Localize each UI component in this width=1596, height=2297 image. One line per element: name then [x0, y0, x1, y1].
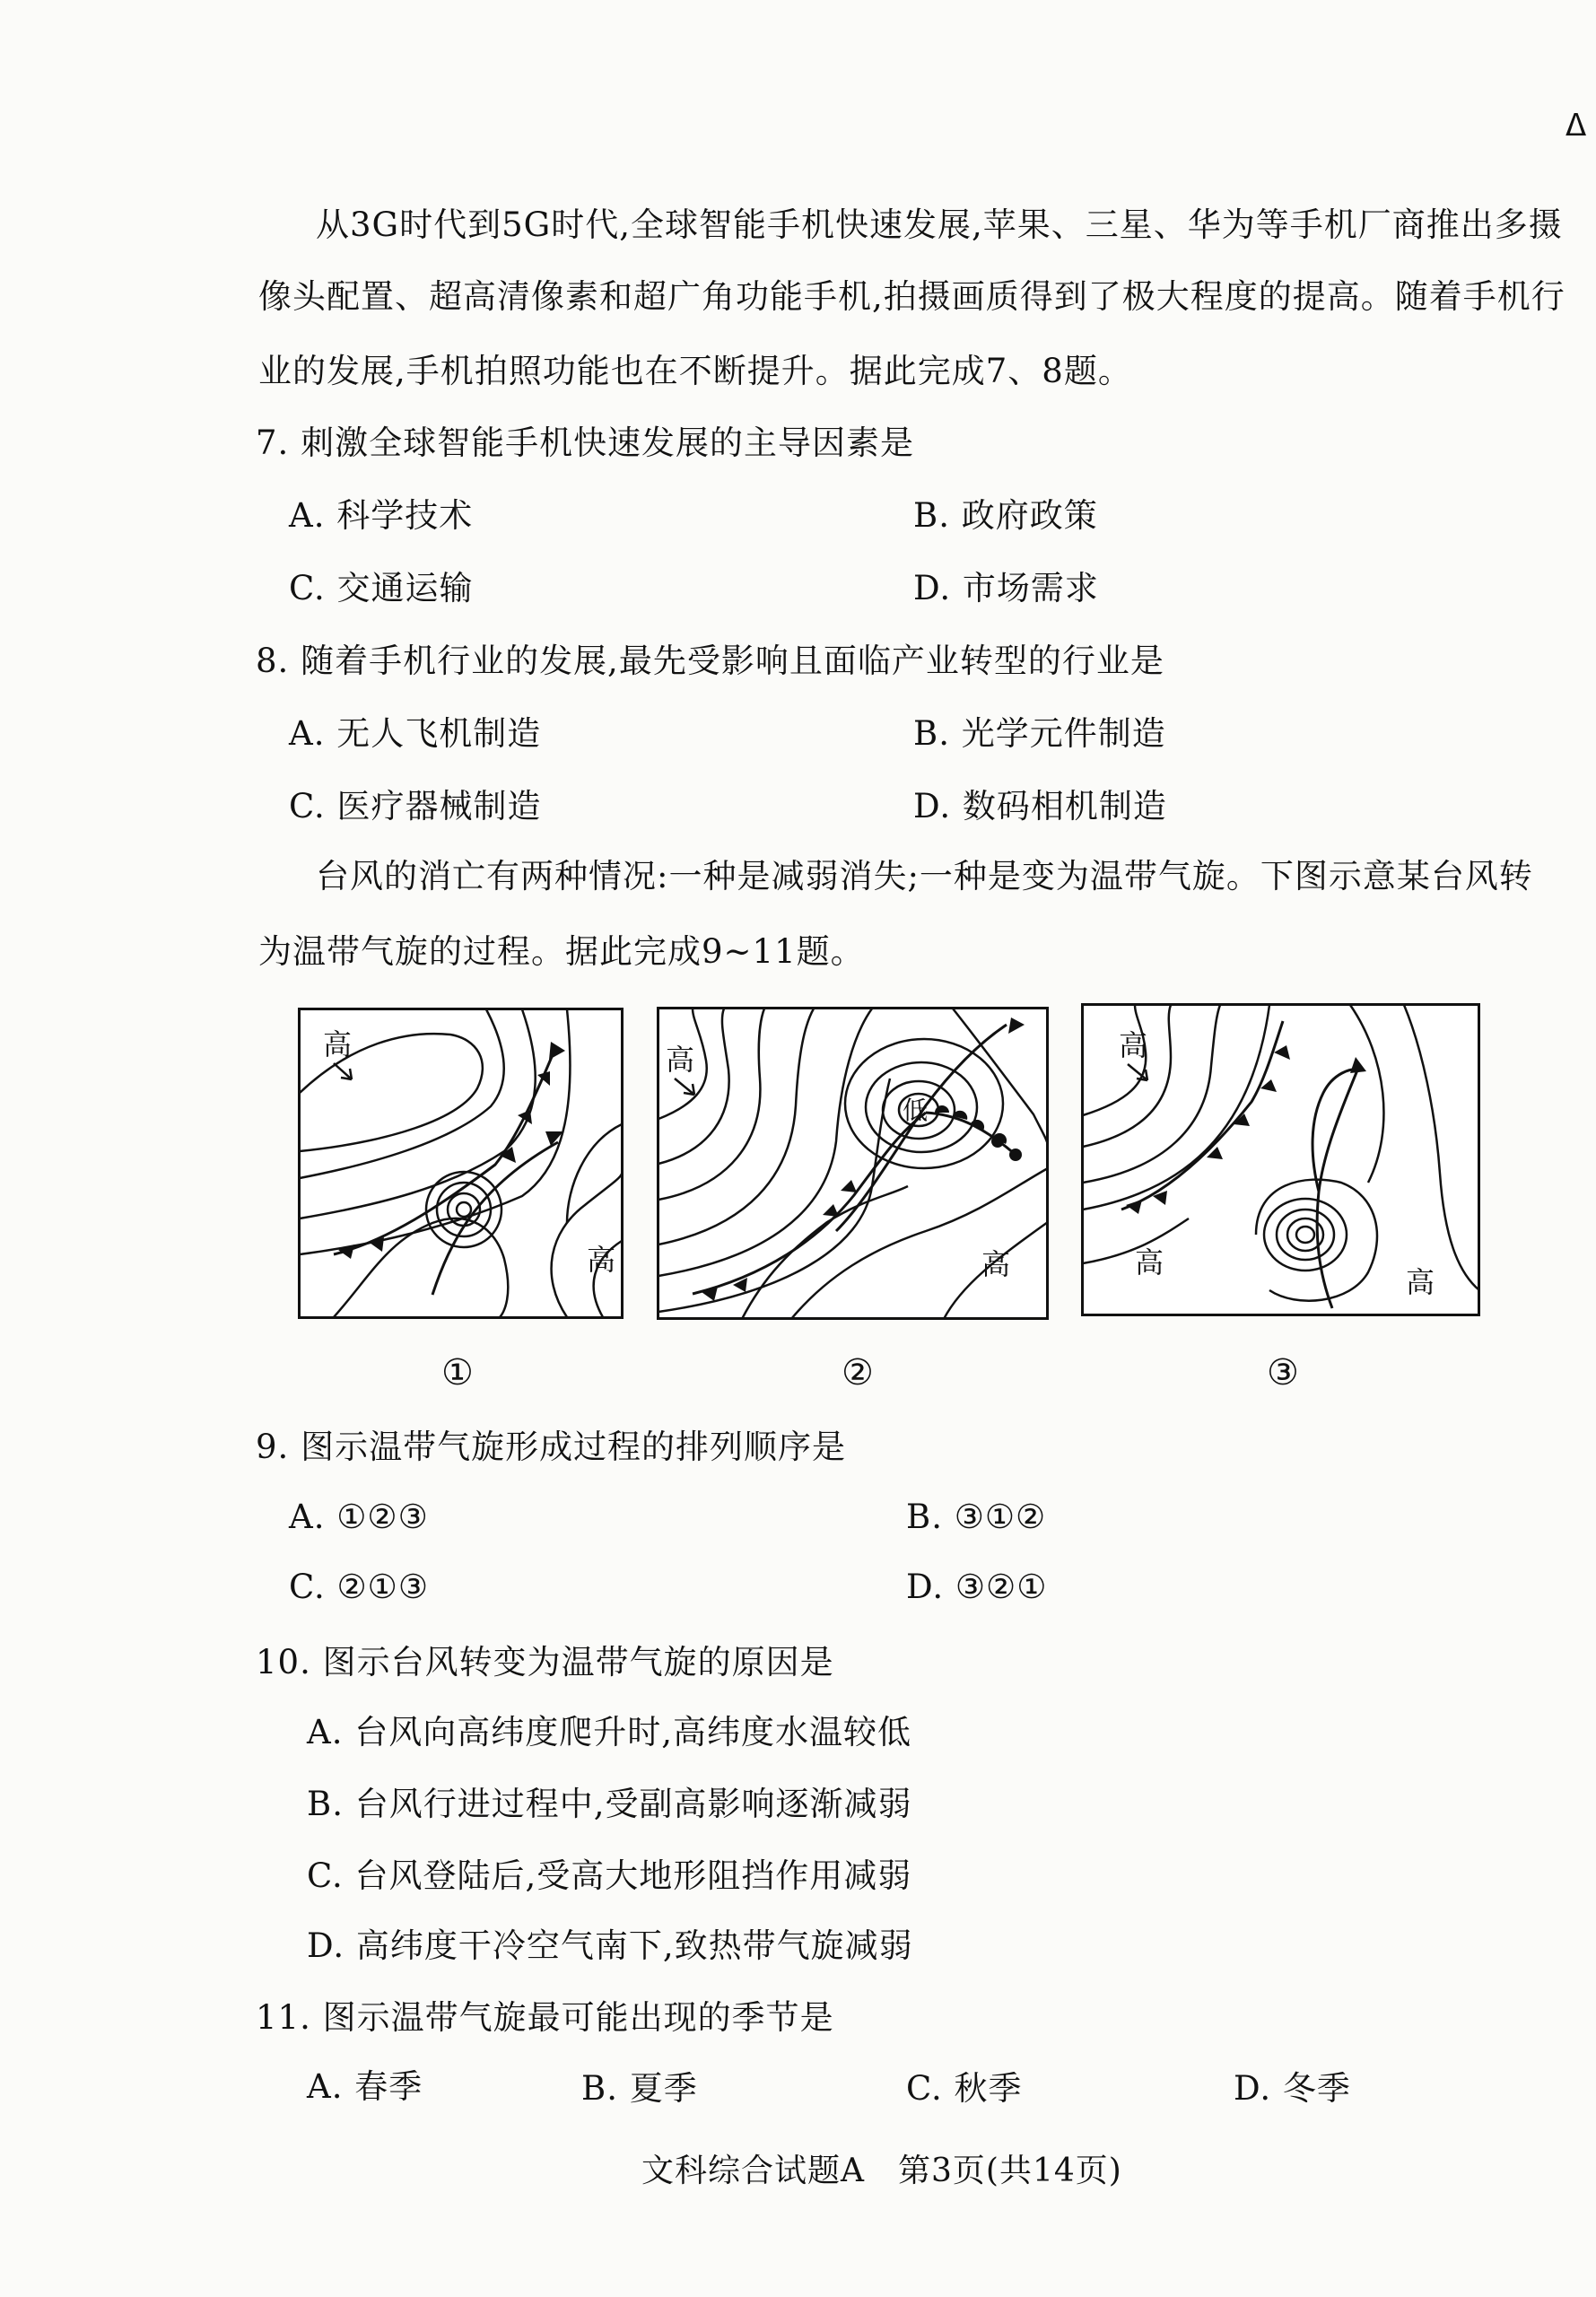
high-pressure-label: 高 [666, 1043, 695, 1077]
high-pressure-label: 高 [323, 1027, 353, 1061]
option-c[interactable]: C. ②①③ [289, 1568, 430, 1606]
figure-label-1: ① [441, 1352, 474, 1393]
option-d[interactable]: D. 市场需求 [913, 569, 1099, 607]
option-b[interactable]: B. 政府政策 [913, 496, 1098, 535]
question-stem: 11. 图示温带气旋最可能出现的季节是 [256, 1998, 834, 2037]
option-a[interactable]: A. 台风向高纬度爬升时,高纬度水温较低 [307, 1713, 912, 1751]
high-pressure-label: 高 [1135, 1245, 1164, 1280]
intro2-line1: 台风的消亡有两种情况:一种是减弱消失;一种是变为温带气旋。下图示意某台风转 [316, 857, 1533, 895]
corner-mark: ᐃ [1565, 108, 1587, 144]
option-d[interactable]: D. 高纬度干冷空气南下,致热带气旋减弱 [307, 1926, 913, 1965]
weather-map-3 [1081, 1003, 1480, 1316]
option-c[interactable]: C. 秋季 [906, 2069, 1023, 2108]
question-stem: 9. 图示温带气旋形成过程的排列顺序是 [256, 1428, 847, 1466]
option-c[interactable]: C. 医疗器械制造 [289, 787, 542, 825]
option-a[interactable]: A. ①②③ [289, 1498, 429, 1536]
intro2-line2: 为温带气旋的过程。据此完成9~11题。 [258, 932, 865, 971]
intro1-line2: 像头配置、超高清像素和超广角功能手机,拍摄画质得到了极大程度的提高。随着手机行 [258, 277, 1565, 316]
option-d[interactable]: D. ③②① [906, 1568, 1048, 1606]
high-pressure-label: 高 [1119, 1028, 1148, 1062]
question-stem: 7. 刺激全球智能手机快速发展的主导因素是 [256, 424, 915, 462]
option-a[interactable]: A. 科学技术 [289, 496, 474, 535]
figure-label-2: ② [842, 1352, 874, 1393]
weather-map-1 [298, 1008, 624, 1319]
option-d[interactable]: D. 冬季 [1234, 2069, 1351, 2108]
option-b[interactable]: B. 夏季 [581, 2069, 698, 2108]
figure-label-3: ③ [1267, 1352, 1299, 1393]
high-pressure-label: 高 [587, 1243, 616, 1277]
low-pressure-label: 低 [903, 1096, 929, 1125]
high-pressure-label: 高 [981, 1247, 1011, 1281]
weather-map-2 [657, 1007, 1049, 1320]
option-c[interactable]: C. 台风登陆后,受高大地形阻挡作用减弱 [307, 1856, 912, 1895]
question-stem: 10. 图示台风转变为温带气旋的原因是 [256, 1643, 834, 1681]
option-d[interactable]: D. 数码相机制造 [913, 787, 1167, 825]
question-stem: 8. 随着手机行业的发展,最先受影响且面临产业转型的行业是 [256, 642, 1164, 680]
intro1-line3: 业的发展,手机拍照功能也在不断提升。据此完成7、8题。 [258, 352, 1132, 390]
option-b[interactable]: B. 台风行进过程中,受副高影响逐渐减弱 [307, 1785, 912, 1823]
high-pressure-label: 高 [1406, 1265, 1435, 1299]
intro1-line1: 从3G时代到5G时代,全球智能手机快速发展,苹果、三星、华为等手机厂商推出多摄 [316, 205, 1563, 244]
option-a[interactable]: A. 无人飞机制造 [289, 714, 542, 753]
option-a[interactable]: A. 春季 [307, 2067, 423, 2106]
option-c[interactable]: C. 交通运输 [289, 569, 474, 607]
page-footer: 文科综合试题A 第3页(共14页) [641, 2153, 1122, 2189]
option-b[interactable]: B. ③①② [906, 1498, 1047, 1536]
option-b[interactable]: B. 光学元件制造 [913, 714, 1166, 753]
